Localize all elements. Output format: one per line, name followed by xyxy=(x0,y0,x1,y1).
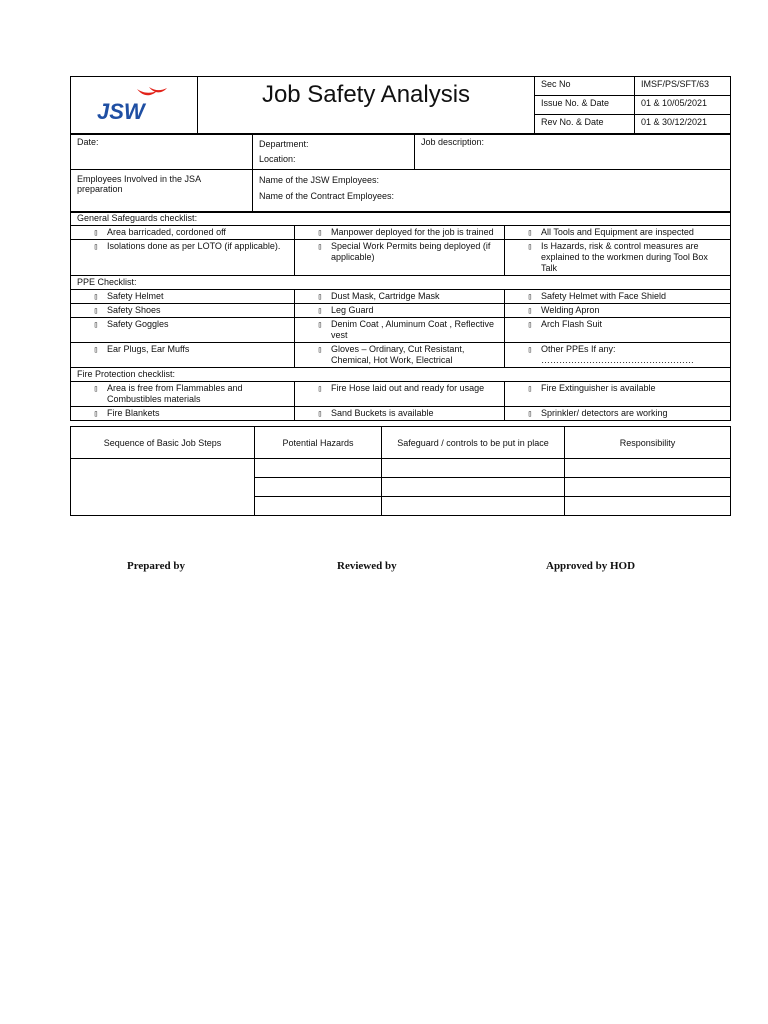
meta-label: Rev No. & Date xyxy=(535,115,635,134)
jsw-employees-label: Name of the JSW Employees: xyxy=(259,175,380,185)
checkbox-icon[interactable]: ▯ xyxy=(93,320,99,329)
checkbox-icon[interactable]: ▯ xyxy=(317,228,323,237)
checklist-item[interactable]: ▯ Fire Hose laid out and ready for usage xyxy=(295,382,505,407)
table-cell[interactable] xyxy=(382,478,565,497)
table-cell[interactable] xyxy=(565,497,731,516)
checkbox-icon[interactable]: ▯ xyxy=(93,306,99,315)
column-header: Responsibility xyxy=(565,427,731,459)
prepared-by-label: Prepared by xyxy=(127,560,185,572)
checklist-item[interactable]: ▯ Ear Plugs, Ear Muffs xyxy=(71,343,295,368)
checklist-item[interactable]: ▯ Gloves – Ordinary, Cut Resistant, Chemical, Hot Work, Electrical xyxy=(295,343,505,368)
logo-text: JSW xyxy=(97,99,145,124)
general-checklist-title: General Safeguards checklist: xyxy=(71,212,731,226)
checklist-item[interactable]: ▯ Other PPEs If any: …………………………………………… xyxy=(505,343,731,368)
date-label: Date: xyxy=(77,137,99,147)
column-header: Safeguard / controls to be put in place xyxy=(382,427,565,459)
checkbox-icon[interactable]: ▯ xyxy=(527,292,533,301)
checklist-item[interactable]: ▯ Is Hazards, risk & control measures are explained to the workmen during Tool Box Talk xyxy=(505,240,731,276)
meta-value: 01 & 10/05/2021 xyxy=(635,96,731,115)
checklist-item[interactable]: ▯ Safety Goggles xyxy=(71,318,295,343)
table-cell[interactable] xyxy=(565,459,731,478)
checklist-item[interactable]: ▯ Sprinkler/ detectors are working xyxy=(505,407,731,421)
table-cell[interactable] xyxy=(382,459,565,478)
checklist-item[interactable]: ▯ Welding Apron xyxy=(505,304,731,318)
column-header: Sequence of Basic Job Steps xyxy=(71,427,255,459)
meta-value: IMSF/PS/SFT/63 xyxy=(635,77,731,96)
table-cell[interactable] xyxy=(382,497,565,516)
jsa-steps-table xyxy=(70,426,731,516)
header-table xyxy=(70,76,731,134)
checkbox-icon[interactable]: ▯ xyxy=(527,306,533,315)
employees-label: Employees Involved in the JSA preparation xyxy=(77,174,201,194)
date-field[interactable] xyxy=(71,135,253,170)
job-description-field[interactable] xyxy=(415,135,731,170)
job-description-label: Job description: xyxy=(421,137,485,147)
ppe-checklist-title: PPE Checklist: xyxy=(71,276,731,290)
checkbox-icon[interactable]: ▯ xyxy=(527,242,533,251)
checkbox-icon[interactable]: ▯ xyxy=(93,292,99,301)
checklist-item[interactable]: ▯ Dust Mask, Cartridge Mask xyxy=(295,290,505,304)
checklist-item[interactable]: ▯ Area is free from Flammables and Combustibles materials xyxy=(71,382,295,407)
checklist-item[interactable]: ▯ Denim Coat , Aluminum Coat , Reflective vest xyxy=(295,318,505,343)
checklist-item[interactable]: ▯ Sand Buckets is available xyxy=(295,407,505,421)
checklist-item[interactable]: ▯ Arch Flash Suit xyxy=(505,318,731,343)
info-table xyxy=(70,134,731,213)
checklist-item[interactable]: ▯ Safety Shoes xyxy=(71,304,295,318)
logo-cell xyxy=(71,77,198,134)
table-cell[interactable] xyxy=(255,497,382,516)
checkbox-icon[interactable]: ▯ xyxy=(317,242,323,251)
approved-by-label: Approved by HOD xyxy=(546,560,636,572)
employees-names-field[interactable] xyxy=(253,170,731,213)
checklist-item[interactable]: ▯ Fire Extinguisher is available xyxy=(505,382,731,407)
checkbox-icon[interactable]: ▯ xyxy=(317,345,323,354)
checkbox-icon[interactable]: ▯ xyxy=(527,228,533,237)
meta-label: Issue No. & Date xyxy=(535,96,635,115)
checkbox-icon[interactable]: ▯ xyxy=(527,384,533,393)
checklist-item[interactable]: ▯ Leg Guard xyxy=(295,304,505,318)
checklist-item[interactable]: ▯ Area barricaded, cordoned off xyxy=(71,226,295,240)
table-cell[interactable] xyxy=(255,459,382,478)
fire-checklist-title: Fire Protection checklist: xyxy=(71,368,731,382)
meta-label: Sec No xyxy=(535,77,635,96)
location-label: Location: xyxy=(259,154,296,164)
checkbox-icon[interactable]: ▯ xyxy=(93,384,99,393)
contract-employees-label: Name of the Contract Employees: xyxy=(259,191,395,201)
checklist-item[interactable]: ▯ Special Work Permits being deployed (if applicable) xyxy=(295,240,505,276)
job-steps-cell[interactable] xyxy=(71,459,255,516)
checklist-item[interactable]: ▯ All Tools and Equipment are inspected xyxy=(505,226,731,240)
checkbox-icon[interactable]: ▯ xyxy=(317,320,323,329)
checkbox-icon[interactable]: ▯ xyxy=(93,409,99,418)
checkbox-icon[interactable]: ▯ xyxy=(317,409,323,418)
checkbox-icon[interactable]: ▯ xyxy=(93,228,99,237)
checkbox-icon[interactable]: ▯ xyxy=(527,409,533,418)
checkbox-icon[interactable]: ▯ xyxy=(317,384,323,393)
checkbox-icon[interactable]: ▯ xyxy=(527,320,533,329)
checklist-item[interactable]: ▯ Isolations done as per LOTO (if applicable). xyxy=(71,240,295,276)
checklist-table xyxy=(70,211,731,421)
jsw-logo-icon xyxy=(91,85,191,125)
checklist-item[interactable]: ▯ Manpower deployed for the job is trained xyxy=(295,226,505,240)
reviewed-by-label: Reviewed by xyxy=(337,560,397,572)
checkbox-icon[interactable]: ▯ xyxy=(93,345,99,354)
department-field[interactable] xyxy=(253,135,415,170)
table-cell[interactable] xyxy=(565,478,731,497)
checklist-item[interactable]: ▯ Safety Helmet xyxy=(71,290,295,304)
checklist-item[interactable]: ▯ Fire Blankets xyxy=(71,407,295,421)
department-label: Department: xyxy=(259,139,309,149)
checkbox-icon[interactable]: ▯ xyxy=(93,242,99,251)
checkbox-icon[interactable]: ▯ xyxy=(317,292,323,301)
checkbox-icon[interactable]: ▯ xyxy=(317,306,323,315)
table-cell[interactable] xyxy=(255,478,382,497)
page-title: Job Safety Analysis xyxy=(198,77,535,134)
meta-value: 01 & 30/12/2021 xyxy=(635,115,731,134)
checkbox-icon[interactable]: ▯ xyxy=(527,345,533,354)
column-header: Potential Hazards xyxy=(255,427,382,459)
employees-involved-cell xyxy=(71,170,253,213)
checklist-item[interactable]: ▯ Safety Helmet with Face Shield xyxy=(505,290,731,304)
